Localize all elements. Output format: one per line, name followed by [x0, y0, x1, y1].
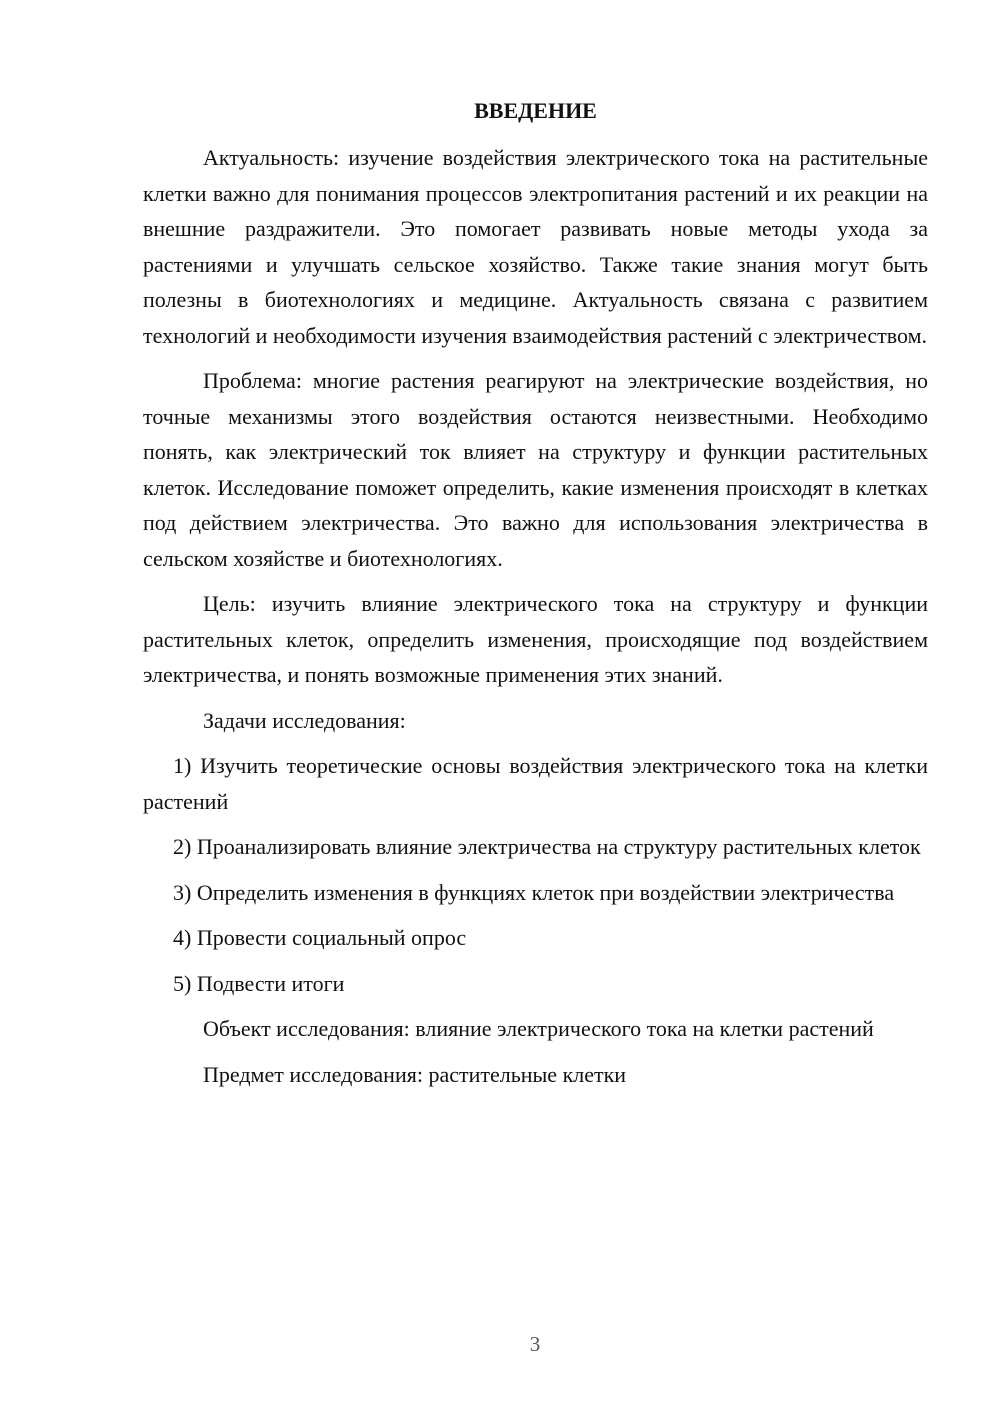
page-number: 3 [529, 1332, 541, 1356]
object-paragraph: Объект исследования: влияние электрического тока на клетки растений [203, 1016, 874, 1041]
subject-paragraph: Предмет исследования: растительные клетки [203, 1061, 627, 1087]
tasks-heading: Задачи исследования: [203, 707, 406, 733]
problem-paragraph: Проблема: многие растения реагируют на электрические воздействия, но точные механизмы этого воздействия остаются неизвестными. Необходимо понять, как электрический ток влияет на структуру и функции растительных клеток. Исследование поможет определить, какие изменения происходят в клетках под действием электричества. Это важно для использования электричества в сельском хозяйстве и биотехнологиях. [143, 368, 928, 571]
page-content [143, 93, 928, 1102]
task-item-3: 3) Определить изменения в функциях клеток при воздействии электричества [173, 879, 895, 905]
goal-paragraph: Цель: изучить влияние электрического тока на структуру и функции растительных клеток, определить изменения, происходящие под воздействием электричества, и понять возможные применения этих знаний. [143, 591, 928, 687]
page-title: ВВЕДЕНИЕ [474, 98, 597, 123]
task-item-2: 2) Проанализировать влияние электричества на структуру растительных клеток [173, 834, 921, 859]
relevance-paragraph: Актуальность: изучение воздействия электрического тока на растительные клетки важно для понимания процессов электропитания растений и их реакции на внешние раздражители. Это помогает развивать новые методы ухода за растениями и улучшать сельское хозяйство. Также такие знания могут быть полезны в биотехнологиях и медицине. Актуальность связана с развитием технологий и необходимости изучения взаимодействия растений с электричеством. [143, 145, 928, 348]
task-item-1: 1) Изучить теоретические основы воздействия электрического тока на клетки растений [143, 753, 928, 814]
task-item-5: 5) Подвести итоги [173, 970, 345, 996]
task-item-4: 4) Провести социальный опрос [173, 925, 467, 950]
